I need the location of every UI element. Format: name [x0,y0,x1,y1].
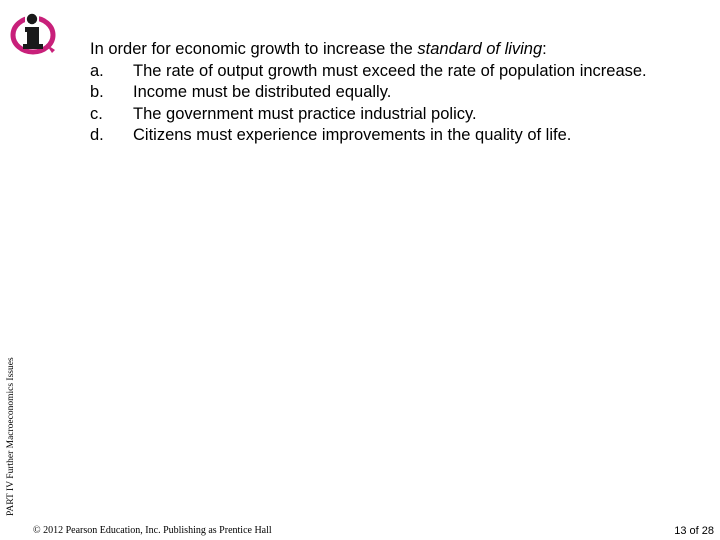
info-question-icon [8,10,58,56]
option-text: The government must practice industrial policy. [133,104,477,123]
page-number: 13 of 28 [674,525,714,537]
question-stem [90,39,650,61]
option-letter: b. [90,83,104,102]
answer-option-b[interactable] [90,82,650,104]
part-title: Further Macroeconomics Issues [6,357,16,479]
option-letter: a. [90,61,104,80]
option-text: The rate of output growth must exceed the rate of population increase. [133,61,647,80]
part-side-label [6,336,16,516]
part-number: PART IV [6,481,16,516]
answer-option-a[interactable] [90,61,650,83]
question-stem-end: : [542,40,547,58]
question-stem-text: In order for economic growth to increase the [90,40,418,58]
option-letter: d. [90,126,104,145]
copyright-notice: © 2012 Pearson Education, Inc. Publishing as Prentice Hall [33,525,272,536]
question-block [90,39,650,147]
option-letter: c. [90,104,103,123]
answer-option-d[interactable] [90,125,650,147]
option-text: Income must be distributed equally. [133,83,392,102]
answer-option-c[interactable] [90,104,650,126]
option-text: Citizens must experience improvements in the quality of life. [133,126,572,145]
question-stem-emphasis: standard of living [417,40,543,58]
